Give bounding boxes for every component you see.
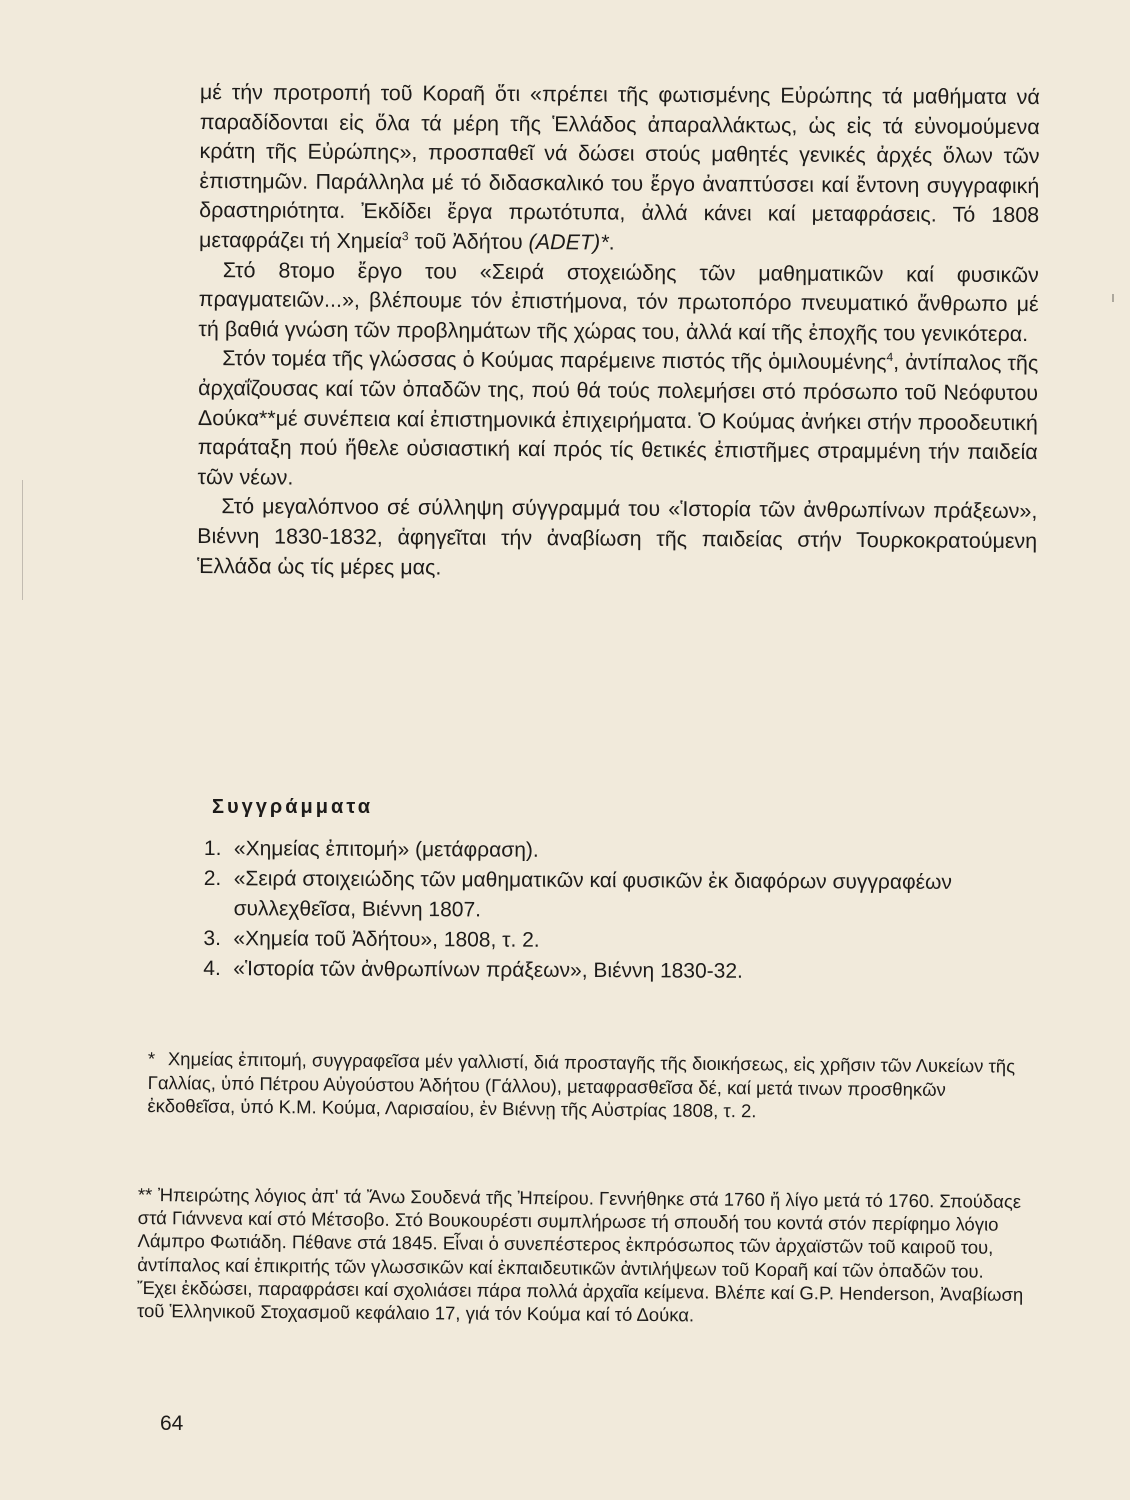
- works-heading: Συγγράμματα: [212, 796, 373, 818]
- page-number: 64: [160, 1412, 184, 1435]
- paragraph-2: Στό 8τομο ἔργο του «Σειρά στοχειώδης τῶν μαθηματικῶν καί φυσικῶν πραγματειῶν...», βλέπουμε τόν ἐπιστήμονα, τόν πρωτοπόρο πνευματικό ἄνθρωπο μέ τή βαθιά γνώση τῶν προβλημάτων τῆς χώρας του, ἀλλά καί τῆς ἐποχῆς του γενικότερα.: [198, 257, 1039, 346]
- list-item: 2. «Σειρά στοιχειώδης τῶν μαθηματικῶν καί φυσικῶν ἐκ διαφόρων συγγραφέων συλλεχθεῖσα, Βιέννη 1807.: [203, 866, 952, 922]
- list-item: 1. «Χημείας ἐπιτομή» (μετάφραση).: [203, 836, 539, 862]
- margin-mark: [22, 480, 23, 600]
- paragraph-3: Στόν τομέα τῆς γλώσσας ὁ Κούμας παρέμεινε πιστός τῆς ὁμιλουμένης$^4$, ἀντίπαλος τῆς ἀρχαΐζουσας καί τῶν ὀπαδῶν της, πού θά τούς πολεμήσει στό πρόσωπο τοῦ Νεόφυτου Δούκα**μέ συνέπεια καί ἐπιστημονικά ἐπιχειρήματα. Ὁ Κούμας ἀνήκει στήν προοδευτική παράταξη πού ἤθελε οὐσιαστική καί πρός τίς θετικές ἐπιστῆμες στραμμένη τήν παιδεία τῶν νέων.: [197, 346, 1039, 490]
- main-text: [197, 78, 1040, 586]
- footnote-mark: **: [137, 1184, 153, 1206]
- list-item: 4. «Ἱστορία τῶν ἀνθρωπίνων πράξεων», Βιέννη 1830-32.: [203, 956, 743, 983]
- paragraph-4: Στό μεγαλόπνοο σέ σύλληψη σύγγραμμά του «Ἱστορία τῶν ἀνθρωπίνων πράξεων», Βιέννη 1830-1832, ἀφηγεῖται τήν ἀναβίωση τῆς παιδείας στήν Τουρκοκρατούμενη Ἑλλάδα ὡς τίς μέρες μας.: [196, 494, 1038, 579]
- footnote-mark: *: [147, 1048, 156, 1070]
- footnote-1: * Χημείας ἐπιτομή, συγγραφεῖσα μέν γαλλιστί, διά προσταγῆς τῆς διοικήσεως, εἰς χρῆσιν τῶν Λυκείων τῆς Γαλλίας, ὑπό Πέτρου Αὐγούστου Ἀδήτου (Γάλλου), μεταφρασθεῖσα δέ, καί μετά τινων προσθηκῶν ἐκδοθεῖσα, ὑπό Κ.Μ. Κούμα, Λαρισαίου, ἐν Βιέννῃ τῆς Αὐστρίας 1808, τ. 2.: [147, 1048, 1016, 1122]
- adet-ref: (ADET)*: [528, 229, 609, 255]
- paragraph-1: μέ τήν προτροπή τοῦ Κοραῆ ὅτι «πρέπει τῆς φωτισμένης Εὐρώπης τά μαθήματα νά παραδίδονται εἰς ὅλα τά μέρη τῆς Ἑλλάδος ἀπαραλλάκτως, ὡς εἰς τά εὐνομούμενα κράτη τῆς Εὐρώπης», προσπαθεῖ νά δώσει στούς μαθητές γενικές ἀρχές ὅλων τῶν ἐπιστημῶν. Παράλληλα μέ τό διδασκαλικό του ἔργο ἀναπτύσσει καί ἔντονη συγγραφική δραστηριότητα. Ἐκδίδει ἔργα πρωτότυπα, ἀλλά κάνει καί μεταφράσεις. Τό 1808 μεταφράζει τή Χημεία$^3$ τοῦ Ἀδήτου (ADET)*.: [198, 79, 1040, 255]
- footnote-2: ** Ἠπειρώτης λόγιος ἀπ' τά Ἄνω Σουδενά τῆς Ἠπείρου. Γεννήθηκε στά 1760 ἤ λίγο μετά τό 1760. Σπούδαςε στά Γιάννενα καί στό Μέτσοβο. Στό Βουκουρέστι συμπλήρωσε τή σπουδή του κοντά στόν περίφημο λόγιο Λάμπρο Φωτιάδη. Πέθανε στά 1845. Εἶναι ὁ συνεπέστερος ἐκπρόσωπος τῶν ἀρχαϊστῶν τοῦ καιροῦ του, ἀντίπαλος καί ἐπικριτής τῶν γλωσσικῶν καί ἐκπαιδευτικῶν ἀντιλήψεων τοῦ Κοραῆ καί τῶν ὀπαδῶν του. Ἔχει ἐκδώσει, παραφράσει καί σχολιάσει πάρα πολλά ἀρχαῖα κείμενα. Βλέπε καί G.P. Henderson, Ἀναβίωση τοῦ Ἑλληνικοῦ Στοχασμοῦ κεφάλαιο 17, γιά τόν Κούμα καί τό Δούκα.: [136, 1184, 1024, 1326]
- footnote-ref-4: 4: [886, 350, 894, 365]
- margin-mark: [1112, 294, 1114, 302]
- works-list: [203, 834, 1024, 988]
- list-item: 3. «Χημεία τοῦ Ἀδήτου», 1808, τ. 2.: [203, 926, 540, 952]
- footnote-ref-3: 3: [401, 229, 409, 244]
